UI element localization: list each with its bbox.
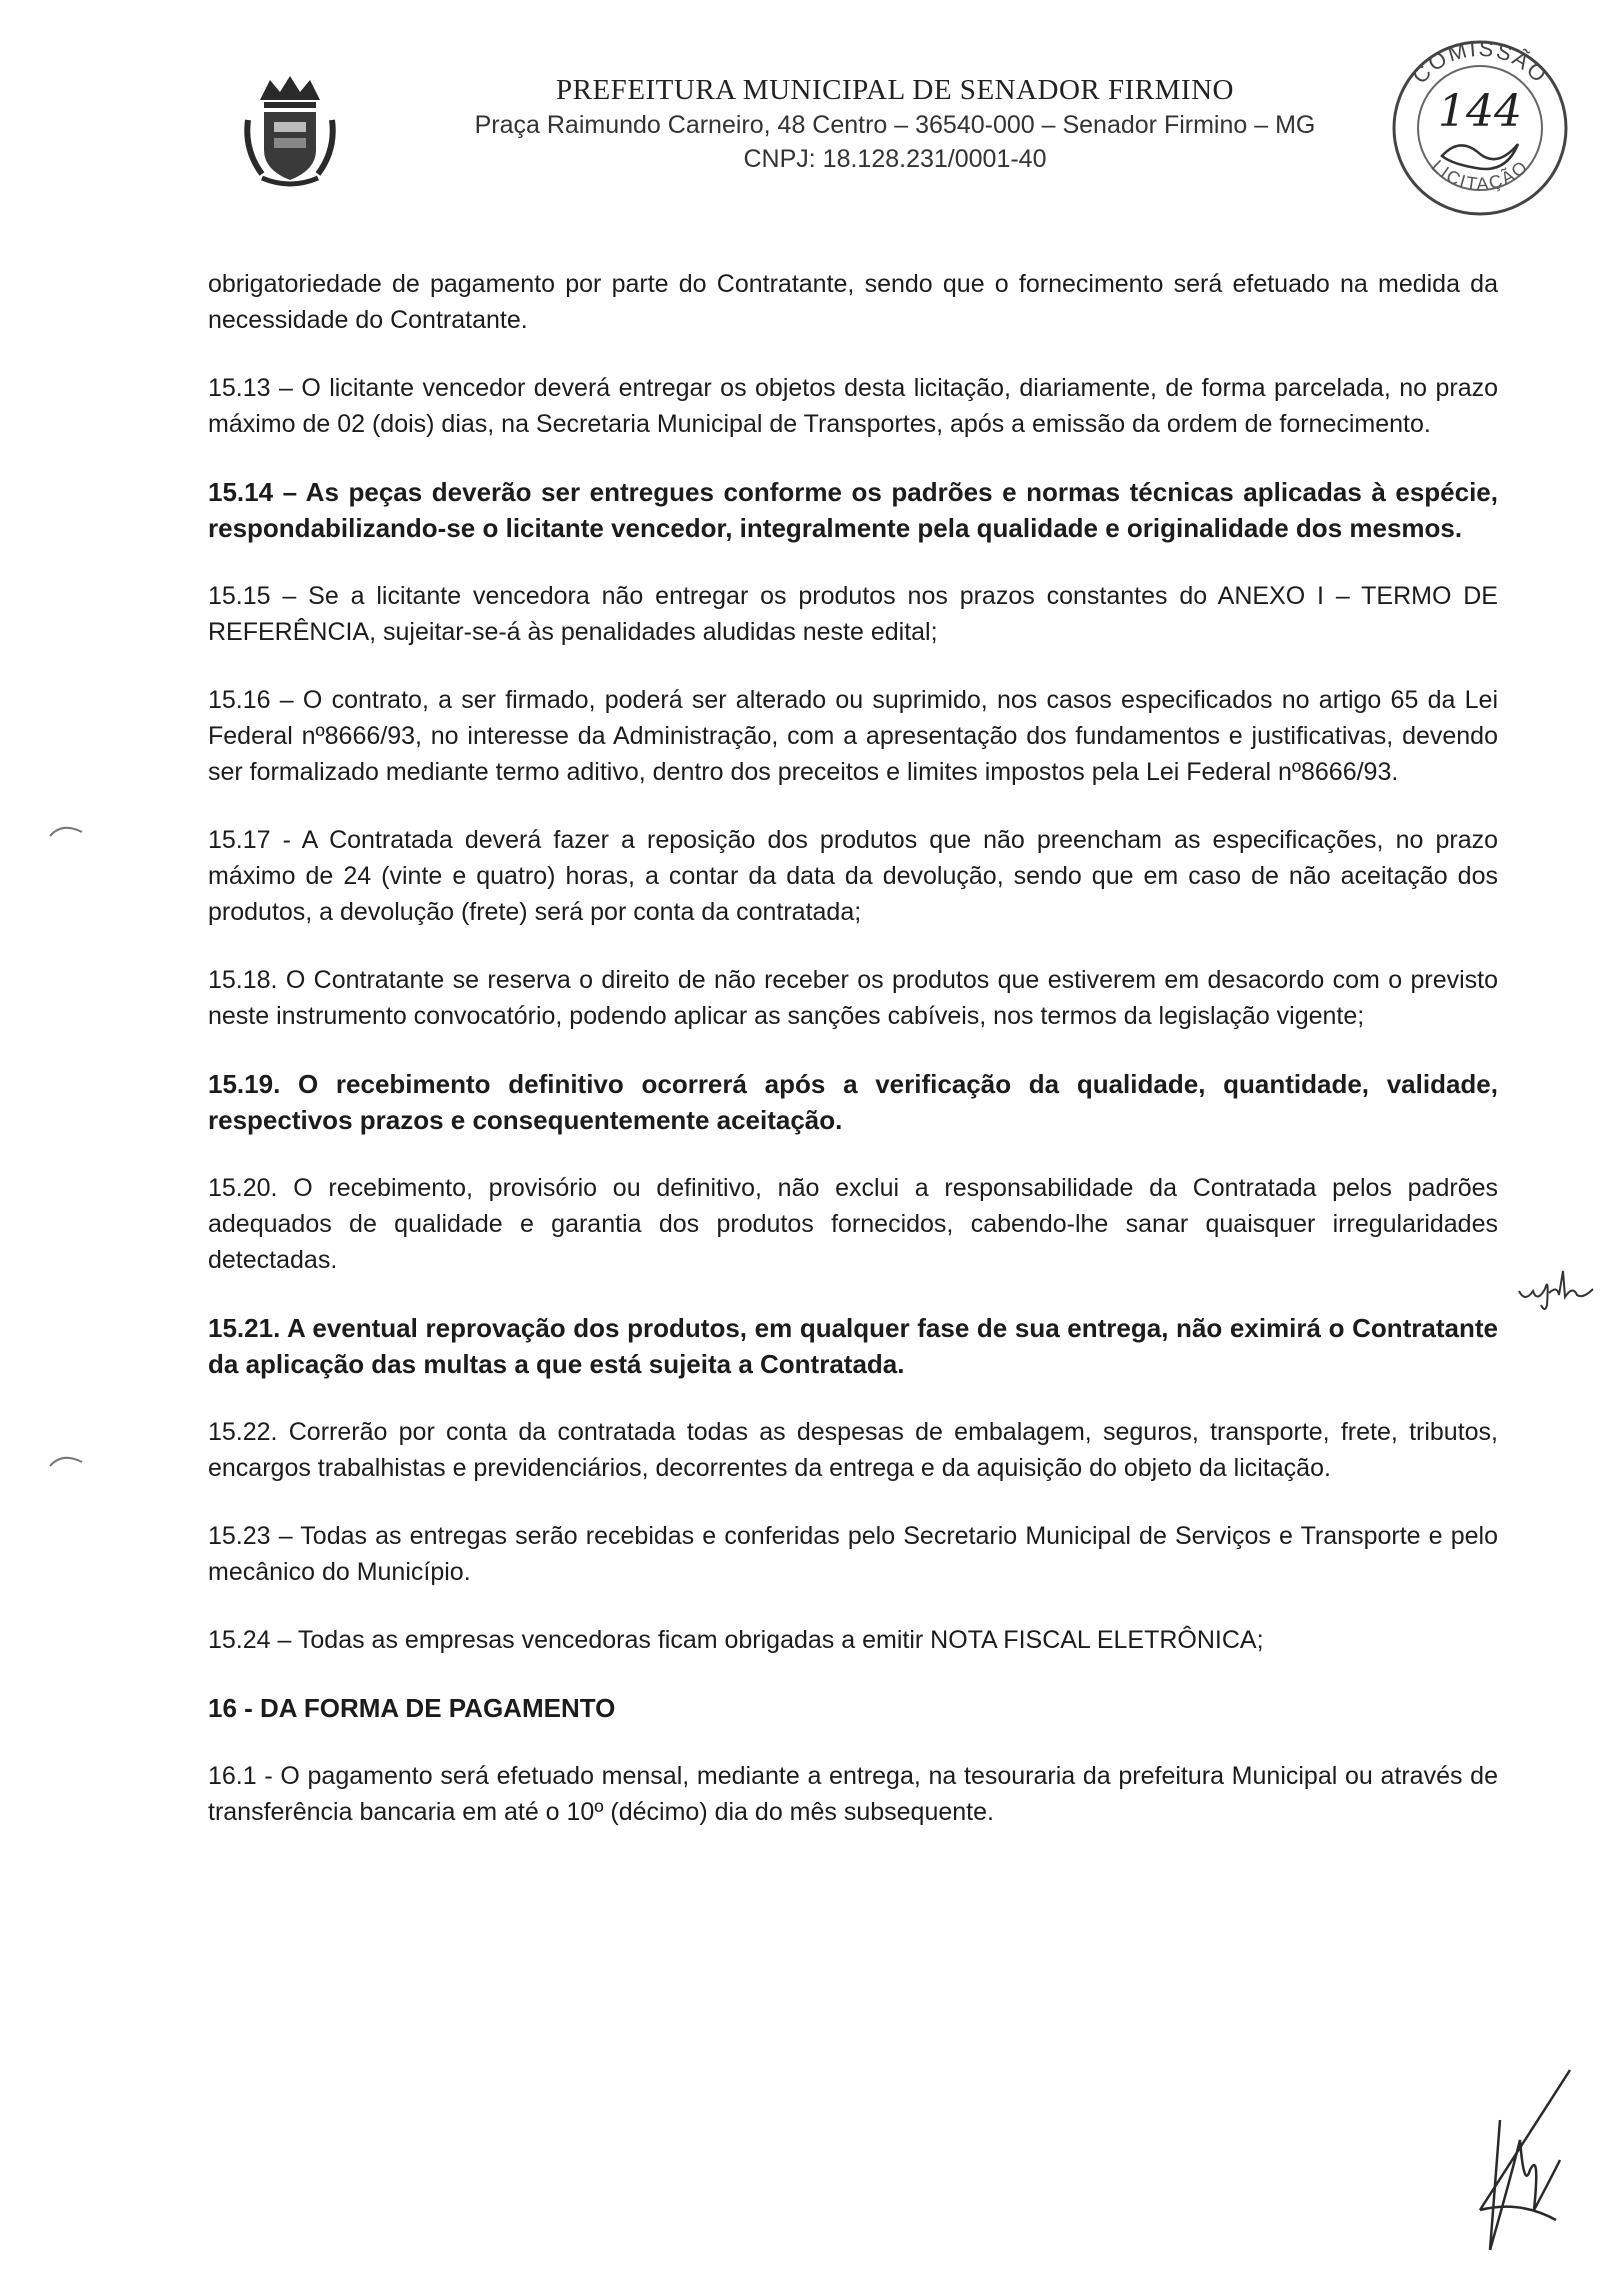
letterhead	[0, 0, 1600, 240]
svg-text:LICITAÇÃO	[1428, 156, 1533, 194]
stamp-top-text: COMISSÃO	[1407, 35, 1553, 89]
document-body	[208, 266, 1498, 1862]
header-cnpj: CNPJ: 18.128.231/0001-40	[743, 145, 1047, 173]
svg-text:COMISSÃO	[1407, 36, 1553, 89]
clause-15-21: 15.21. A eventual reprovação dos produtos, em qualquer fase de sua entrega, não eximirá o Contratante da aplicação das multas a que está sujeita a Contratada.	[208, 1313, 1498, 1379]
paragraph: obrigatoriedade de pagamento por parte do Contratante, sendo que o fornecimento será efetuado na medida da necessidade do Contratante.	[208, 270, 1498, 334]
clause-15-13: 15.13 – O licitante vencedor deverá entregar os objetos desta licitação, diariamente, de forma parcelada, no prazo máximo de 02 (dois) dias, na Secretaria Municipal de Transportes, após a emissão da ordem de fornecimento.	[208, 374, 1498, 438]
clause-15-15: 15.15 – Se a licitante vencedora não entregar os produtos nos prazos constantes do ANEXO I – TERMO DE REFERÊNCIA, sujeitar-se-á às penalidades aludidas neste edital;	[208, 582, 1498, 646]
stamp-page-number: 144	[1438, 86, 1522, 137]
section-heading-payment: 16 - DA FORMA DE PAGAMENTO	[208, 1693, 616, 1723]
stamp-bottom-text: LICITAÇÃO	[1427, 155, 1533, 195]
clause-15-24: 15.24 – Todas as empresas vencedoras ficam obrigadas a emitir NOTA FISCAL ELETRÔNICA;	[208, 1626, 1264, 1654]
header-title: PREFEITURA MUNICIPAL DE SENADOR FIRMINO	[556, 74, 1234, 106]
clause-15-16: 15.16 – O contrato, a ser firmado, poderá ser alterado ou suprimido, nos casos especificados no artigo 65 da Lei Federal nº8666/93, no interesse da Administração, com a apresentação dos fundamentos e justificativas, devendo ser formalizado mediante termo aditivo, dentro dos preceitos e limites impostos pela Lei Federal nº8666/93.	[208, 686, 1498, 786]
clause-15-20: 15.20. O recebimento, provisório ou definitivo, não exclui a responsabilidade da Contratada pelos padrões adequados de qualidade e garantia dos produtos fornecidos, cabendo-lhe sanar quaisquer irregularidades detectadas.	[208, 1174, 1498, 1274]
clause-15-18: 15.18. O Contratante se reserva o direito de não receber os produtos que estiverem em desacordo com o previsto neste instrumento convocatório, podendo aplicar as sanções cabíveis, nos termos da legislação vigente;	[208, 966, 1498, 1030]
margin-mark	[48, 1450, 88, 1470]
municipal-crest-icon	[240, 70, 340, 190]
clause-15-22: 15.22. Correrão por conta da contratada todas as despesas de embalagem, seguros, transporte, frete, tributos, encargos trabalhistas e previdenciários, decorrentes da entrega e da aquisição do objeto da licitação.	[208, 1418, 1498, 1482]
clause-15-17: 15.17 - A Contratada deverá fazer a reposição dos produtos que não preencham as especificações, no prazo máximo de 24 (vinte e quatro) horas, a contar da data da devolução, sendo que em caso de não aceitação dos produtos, a devolução (frete) será por conta da contratada;	[208, 826, 1498, 926]
clause-15-14: 15.14 – As peças deverão ser entregues conforme os padrões e normas técnicas aplicadas à espécie, respondabilizando-se o licitante vencedor, integralmente pela qualidade e originalidade dos mesmos.	[208, 477, 1498, 543]
clause-15-23: 15.23 – Todas as entregas serão recebidas e conferidas pelo Secretario Municipal de Serviços e Transporte e pelo mecânico do Município.	[208, 1522, 1498, 1586]
clause-16-1: 16.1 - O pagamento será efetuado mensal, mediante a entrega, na tesouraria da prefeitura Municipal ou através de transferência bancaria em até o 10º (décimo) dia do mês subsequente.	[208, 1762, 1498, 1826]
margin-mark	[48, 820, 88, 840]
header-address: Praça Raimundo Carneiro, 48 Centro – 36540-000 – Senador Firmino – MG	[474, 111, 1316, 139]
signature-icon	[1460, 2060, 1580, 2260]
clause-15-19: 15.19. O recebimento definitivo ocorrerá após a verificação da qualidade, quantidade, validade, respectivos prazos e consequentemente aceitação.	[208, 1069, 1498, 1135]
commission-stamp-icon	[1380, 28, 1580, 228]
handwritten-initials	[1515, 1255, 1595, 1315]
